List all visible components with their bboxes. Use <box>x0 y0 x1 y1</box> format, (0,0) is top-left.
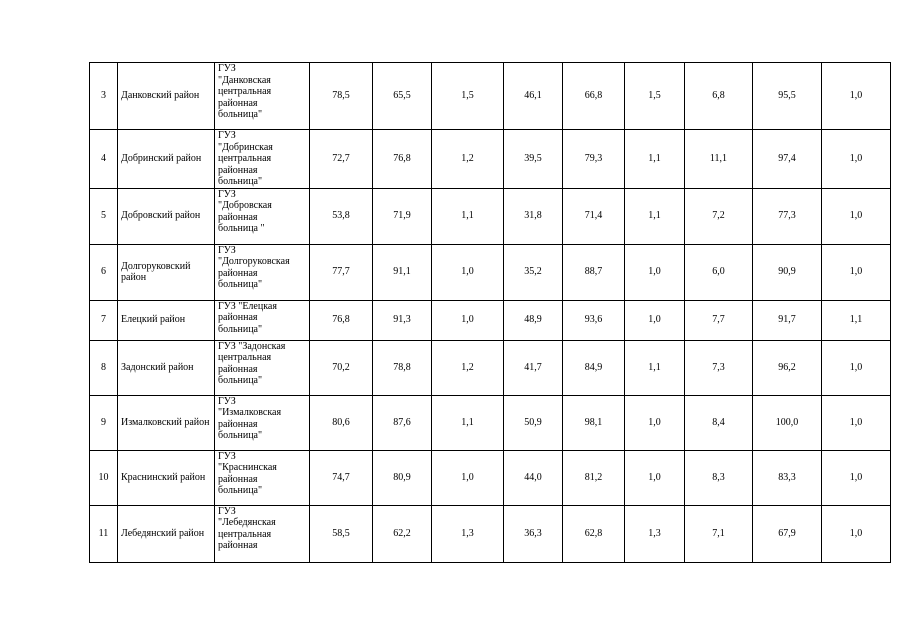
value-cell: 8,3 <box>685 450 753 505</box>
district-name: Задонский район <box>118 340 215 395</box>
value-cell: 81,2 <box>563 450 625 505</box>
value-cell: 95,5 <box>753 63 822 130</box>
district-name: Лебедянский район <box>118 505 215 562</box>
district-name: Добринский район <box>118 130 215 189</box>
value-cell: 1,0 <box>822 340 891 395</box>
value-cell: 78,8 <box>373 340 432 395</box>
row-number: 11 <box>90 505 118 562</box>
district-name: Елецкий район <box>118 300 215 340</box>
value-cell: 1,0 <box>822 505 891 562</box>
value-cell: 87,6 <box>373 395 432 450</box>
table-body <box>90 63 891 563</box>
value-cell: 76,8 <box>310 300 373 340</box>
value-cell: 1,0 <box>625 300 685 340</box>
table-row <box>90 505 891 562</box>
value-cell: 77,3 <box>753 188 822 244</box>
value-cell: 1,3 <box>625 505 685 562</box>
value-cell: 7,2 <box>685 188 753 244</box>
value-cell: 65,5 <box>373 63 432 130</box>
value-cell: 62,2 <box>373 505 432 562</box>
value-cell: 1,2 <box>432 130 504 189</box>
row-number: 7 <box>90 300 118 340</box>
value-cell: 96,2 <box>753 340 822 395</box>
value-cell: 67,9 <box>753 505 822 562</box>
organization-name: ГУЗ "Добровская районная больница " <box>215 188 310 244</box>
value-cell: 46,1 <box>504 63 563 130</box>
value-cell: 1,0 <box>625 395 685 450</box>
value-cell: 7,1 <box>685 505 753 562</box>
value-cell: 48,9 <box>504 300 563 340</box>
organization-name: ГУЗ "Добринская центральная районная больница" <box>215 130 310 189</box>
row-number: 8 <box>90 340 118 395</box>
value-cell: 36,3 <box>504 505 563 562</box>
value-cell: 8,4 <box>685 395 753 450</box>
value-cell: 1,0 <box>432 450 504 505</box>
value-cell: 62,8 <box>563 505 625 562</box>
value-cell: 1,0 <box>625 450 685 505</box>
value-cell: 1,3 <box>432 505 504 562</box>
value-cell: 80,6 <box>310 395 373 450</box>
value-cell: 7,3 <box>685 340 753 395</box>
value-cell: 35,2 <box>504 244 563 300</box>
value-cell: 79,3 <box>563 130 625 189</box>
value-cell: 71,9 <box>373 188 432 244</box>
district-name: Данковский район <box>118 63 215 130</box>
value-cell: 88,7 <box>563 244 625 300</box>
value-cell: 91,3 <box>373 300 432 340</box>
value-cell: 53,8 <box>310 188 373 244</box>
value-cell: 72,7 <box>310 130 373 189</box>
organization-name: ГУЗ "Измалковская районная больница" <box>215 395 310 450</box>
value-cell: 91,7 <box>753 300 822 340</box>
value-cell: 1,1 <box>432 188 504 244</box>
table-row <box>90 244 891 300</box>
value-cell: 39,5 <box>504 130 563 189</box>
value-cell: 31,8 <box>504 188 563 244</box>
table-row <box>90 395 891 450</box>
value-cell: 1,1 <box>822 300 891 340</box>
value-cell: 70,2 <box>310 340 373 395</box>
value-cell: 1,1 <box>432 395 504 450</box>
value-cell: 7,7 <box>685 300 753 340</box>
value-cell: 11,1 <box>685 130 753 189</box>
row-number: 4 <box>90 130 118 189</box>
value-cell: 78,5 <box>310 63 373 130</box>
value-cell: 71,4 <box>563 188 625 244</box>
organization-name: ГУЗ "Долгоруковская районная больница" <box>215 244 310 300</box>
row-number: 3 <box>90 63 118 130</box>
value-cell: 66,8 <box>563 63 625 130</box>
value-cell: 1,1 <box>625 130 685 189</box>
table-row <box>90 450 891 505</box>
value-cell: 44,0 <box>504 450 563 505</box>
value-cell: 80,9 <box>373 450 432 505</box>
value-cell: 1,0 <box>432 300 504 340</box>
table-row <box>90 300 891 340</box>
value-cell: 1,0 <box>822 395 891 450</box>
value-cell: 1,0 <box>822 63 891 130</box>
value-cell: 6,8 <box>685 63 753 130</box>
value-cell: 98,1 <box>563 395 625 450</box>
table-row <box>90 188 891 244</box>
value-cell: 1,0 <box>822 244 891 300</box>
value-cell: 90,9 <box>753 244 822 300</box>
row-number: 9 <box>90 395 118 450</box>
row-number: 5 <box>90 188 118 244</box>
row-number: 10 <box>90 450 118 505</box>
value-cell: 91,1 <box>373 244 432 300</box>
value-cell: 1,0 <box>822 450 891 505</box>
value-cell: 84,9 <box>563 340 625 395</box>
value-cell: 50,9 <box>504 395 563 450</box>
organization-name: ГУЗ "Елецкая районная больница" <box>215 300 310 340</box>
organization-name: ГУЗ "Данковская центральная районная больница" <box>215 63 310 130</box>
value-cell: 1,0 <box>822 130 891 189</box>
value-cell: 97,4 <box>753 130 822 189</box>
value-cell: 1,0 <box>822 188 891 244</box>
value-cell: 41,7 <box>504 340 563 395</box>
value-cell: 1,5 <box>432 63 504 130</box>
district-name: Краснинский район <box>118 450 215 505</box>
value-cell: 1,1 <box>625 188 685 244</box>
district-name: Измалковский район <box>118 395 215 450</box>
table-row <box>90 63 891 130</box>
organization-name: ГУЗ "Задонская центральная районная больница" <box>215 340 310 395</box>
district-name: Добровский район <box>118 188 215 244</box>
value-cell: 100,0 <box>753 395 822 450</box>
table-row <box>90 340 891 395</box>
value-cell: 76,8 <box>373 130 432 189</box>
value-cell: 77,7 <box>310 244 373 300</box>
value-cell: 6,0 <box>685 244 753 300</box>
value-cell: 1,1 <box>625 340 685 395</box>
value-cell: 1,0 <box>432 244 504 300</box>
row-number: 6 <box>90 244 118 300</box>
value-cell: 58,5 <box>310 505 373 562</box>
value-cell: 74,7 <box>310 450 373 505</box>
value-cell: 1,5 <box>625 63 685 130</box>
value-cell: 83,3 <box>753 450 822 505</box>
organization-name: ГУЗ "Лебедянская центральная районная <box>215 505 310 562</box>
table-row <box>90 130 891 189</box>
value-cell: 93,6 <box>563 300 625 340</box>
district-name: Долгоруковский район <box>118 244 215 300</box>
organization-name: ГУЗ "Краснинская районная больница" <box>215 450 310 505</box>
value-cell: 1,0 <box>625 244 685 300</box>
value-cell: 1,2 <box>432 340 504 395</box>
data-table <box>89 62 891 563</box>
